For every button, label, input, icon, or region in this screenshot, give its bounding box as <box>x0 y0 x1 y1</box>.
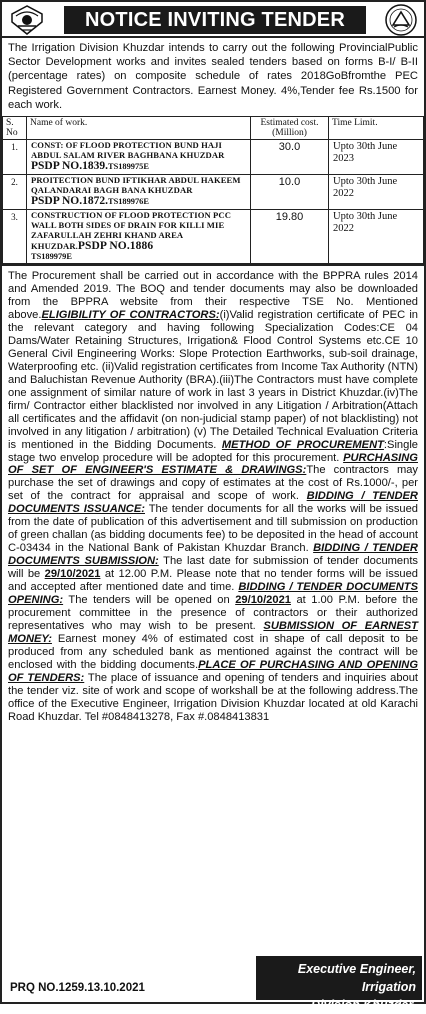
signature-title: Executive Engineer, <box>297 962 416 976</box>
submission-text: The last date for submission of tender documents will be <box>8 555 418 581</box>
earnest-text: Earnest money 4% of estimated cost in shape of call deposit to be produced from any scheduled bank as mentioned against the contract will be enclosed with the bidding documents. <box>8 632 418 671</box>
work-title: CONSTRUCTION OF FLOOD PROTECTION PCC WALL BOTH SIDES OF DRAIN FOR KILLI MIE ZAFARULLAH ZEHRI KHAND AREA KHUZDAR. <box>31 210 231 252</box>
balochistan-emblem-icon <box>8 4 46 36</box>
header-cost: Estimated cost. (Million) <box>251 117 329 140</box>
row-time: Upto 30th June 2023 <box>329 140 424 175</box>
purchasing-text: The contractors may purchase the set of drawings and copy of estimates at the cost of Rs.1000/-, per set of the contract for appraisal and scope of work. <box>8 464 418 503</box>
table-row <box>3 140 424 175</box>
opening-text: The tenders will be opened on <box>63 594 236 606</box>
submission-date: 29/10/2021 <box>44 568 101 581</box>
work-title: CONST: OF FLOOD PROTECTION BUND HAJI ABDUL SALAM RIVER BAGHBANA KHUZDAR <box>31 140 225 160</box>
irrigation-emblem-icon <box>384 3 418 37</box>
work-title: PROITECTION BUND IFTIKHAR ABDUL HAKEEM QALANDARAI BAGH BANA KHUZDAR <box>31 175 241 195</box>
tender-terms <box>2 264 424 727</box>
psdp-number: PSDP NO.1839. <box>31 160 108 173</box>
opening-text-b: at 1.00 P.M. before the procurement committee in the presence of contractors or their authorized representatives who may wish to be present. <box>8 594 418 632</box>
row-sno: 1. <box>3 140 27 175</box>
works-table <box>2 116 424 264</box>
prq-number: PRQ NO.1259.13.10.2021 <box>10 982 145 994</box>
purchasing-heading: PURCHASING OF SET OF ENGINEER'S ESTIMATE & DRAWINGS: <box>8 451 418 477</box>
row-time: Upto 30th June 2022 <box>329 175 424 210</box>
method-text: :Single stage two envelop procedure will be adopted for this procurement. <box>8 438 418 464</box>
row-sno: 3. <box>3 210 27 264</box>
row-work-name <box>27 140 251 175</box>
ts-number: TS189979E <box>31 252 72 262</box>
row-time: Upto 30th June 2022 <box>329 210 424 264</box>
method-heading: METHOD OF PROCUREMENT <box>221 438 384 451</box>
signature-block <box>256 956 422 1012</box>
notice-footer <box>2 948 424 1012</box>
issuance-heading: BIDDING / TENDER DOCUMENTS ISSUANCE: <box>8 490 418 516</box>
ts-number: TS189975E <box>108 162 149 172</box>
row-work-name <box>27 210 251 264</box>
row-sno: 2. <box>3 175 27 210</box>
opening-date: 29/10/2021 <box>235 594 291 606</box>
row-cost: 30.0 <box>251 140 329 175</box>
intro-paragraph: The Irrigation Division Khuzdar intends to carry out the following ProvincialPublic Sector Development works and invites sealed tenders based on forms B-I/ B-II (percentage rates) on composite schedule of rates 2018GoBfromthe PEC Registered Government Contractors. Earnest Money. 4%,Tender fee Rs.1500 for each work. <box>8 42 418 111</box>
table-header-row <box>3 117 424 140</box>
ts-number: TS189976E <box>108 197 149 207</box>
place-text: The place of issuance and opening of tenders and inquiries about the tender viz. site of work and scope of workshall be at the following address.The office of the Executive Engineer, Irrigation Division Khuzdar located at old Karachi Road Khuzdar. Tel #0848413278, Fax #.0848413831 <box>8 671 418 723</box>
signature-office: Irrigation Division,Khuzdar. <box>311 980 416 1012</box>
submission-text-b: at 12.00 P.M. Please note that no tender forms will be issued and accepted after mentioned date and time. <box>8 568 418 594</box>
submission-heading: BIDDING / TENDER DOCUMENTS SUBMISSION: <box>8 542 418 568</box>
table-row <box>3 210 424 264</box>
issuance-text: The tender documents for all the works will be issued from the date of publication of this advertisement and till submission on production of green challan (as bidding documents fee) to be deposited in the head of account C-03434 in the National Bank of Pakistan Khuzdar Branch. <box>8 503 419 555</box>
table-row <box>3 175 424 210</box>
row-cost: 10.0 <box>251 175 329 210</box>
row-cost: 19.80 <box>251 210 329 264</box>
notice-header <box>2 2 424 38</box>
earnest-heading: SUBMISSION OF EARNEST MONEY: <box>8 619 418 645</box>
psdp-number: PSDP NO.1886 <box>77 240 154 253</box>
eligibility-text: (i)Valid registration certificate of PEC in the relevant category and having following Specialization Codes:CE 04 Dams/Water Retaining Structures, Irrigation& Flood Control Systems etc.CE 10 General Civil Engineering Works: Slope Protection Earthworks, sub-soil drainage, Waterproofing etc. (ii)Valid registration certificates from Income Tax Authority (NTN) and Baluchistan Revenue Authority (BRA).(iii)The Contractors must have complete one assignment of similar nature of work in last 3 years in District Khuzdar.(iv)The firm/ Contractor either blacklisted nor involved in any Litigation / Arbitration(Attach all certificates and the affidavit (on non-judicial stamp paper) of not blacklisting) not involved in any litigation / arbitration) (v) The Detailed Technical Evaluation Criteria is mentioned in the Bidding Documents. <box>8 309 418 451</box>
header-sno: S. No <box>3 117 27 140</box>
place-heading: PLACE OF PURCHASING AND OPENING OF TENDERS: <box>8 658 418 684</box>
opening-heading: BIDDING / TENDER DOCUMENTS OPENING: <box>8 581 419 606</box>
header-time: Time Limit. <box>329 117 424 140</box>
notice-title: NOTICE INVITING TENDER <box>64 6 366 34</box>
row-work-name <box>27 175 251 210</box>
header-name: Name of work. <box>27 117 251 140</box>
psdp-number: PSDP NO.1872. <box>31 195 108 208</box>
procurement-rules-text: The Procurement shall be carried out in accordance with the BPPRA rules 2014 and Amended 2019. The BOQ and tender documents may also be downloaded from the BPPRA website from their respective TSE No. Mentioned above. <box>8 270 418 322</box>
eligibility-heading: ELIGIBILITY OF CONTRACTORS: <box>41 309 220 322</box>
